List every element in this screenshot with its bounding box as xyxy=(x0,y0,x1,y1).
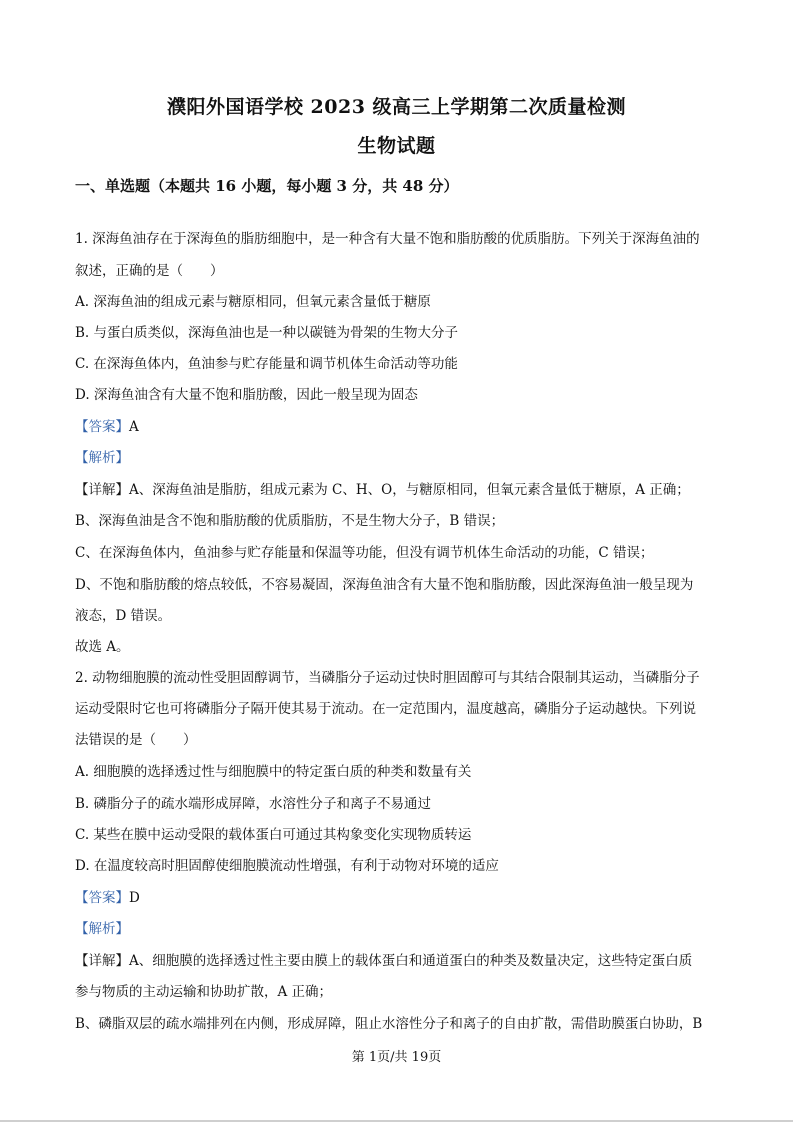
q2-detail-line-1 xyxy=(75,952,725,970)
q1-detail-line-3: C、在深海鱼体内，鱼油参与贮存能量和保温等功能，但没有调节机体生命活动的功能，C 错误； xyxy=(75,545,654,561)
detail-text: A、深海鱼油是脂肪，组成元素为 C、H、O，与糖原相同，但氧元素含量低于糖原，A 正确； xyxy=(129,482,690,498)
page-footer: 第 1页/共 19页 xyxy=(351,1050,442,1065)
detail-tag: 【详解】 xyxy=(75,953,129,969)
detail-text: A、细胞膜的选择透过性主要由膜上的载体蛋白和通道蛋白的种类及数量决定，这些特定蛋白质 xyxy=(129,953,693,969)
q2-option-d: D. 在温度较高时胆固醇使细胞膜流动性增强，有利于动物对环境的适应 xyxy=(75,858,499,874)
document-subtitle: 生物试题 xyxy=(357,135,436,157)
q2-detail-line-3: B、磷脂双层的疏水端排列在内侧，形成屏障，阻止水溶性分子和离子的自由扩散，需借助膜蛋白协助，B xyxy=(75,1016,703,1032)
analysis-tag: 【解析】 xyxy=(75,921,129,937)
q2-detail-line-2: 参与物质的主动运输和协助扩散，A 正确； xyxy=(75,984,333,1000)
q1-detail-line-5: 液态，D 错误。 xyxy=(75,608,172,624)
q1-option-c: C. 在深海鱼体内，鱼油参与贮存能量和调节机体生命活动等功能 xyxy=(75,356,458,372)
detail-tag: 【详解】 xyxy=(75,482,129,498)
q1-answer xyxy=(75,418,725,436)
q1-analysis-tag xyxy=(75,449,725,467)
q1-detail-line-4: D、不饱和脂肪酸的熔点较低，不容易凝固，深海鱼油含有大量不饱和脂肪酸，因此深海鱼油一般呈现为 xyxy=(75,577,694,593)
document-title: 濮阳外国语学校 2023 级高三上学期第二次质量检测 xyxy=(166,96,627,118)
section-heading: 一、单选题（本题共 16 小题，每小题 3 分，共 48 分） xyxy=(75,177,459,195)
q1-conclusion: 故选 A。 xyxy=(75,639,130,655)
q1-option-a: A. 深海鱼油的组成元素与糖原相同，但氧元素含量低于糖原 xyxy=(75,294,431,310)
q1-detail-line-2: B、深海鱼油是含不饱和脂肪酸的优质脂肪，不是生物大分子，B 错误； xyxy=(75,513,505,529)
answer-tag: 【答案】 xyxy=(75,419,129,435)
answer-tag: 【答案】 xyxy=(75,890,129,906)
q2-stem-line-3: 法错误的是（ ） xyxy=(75,732,197,748)
q2-stem-line-2: 运动受限时它也可将磷脂分子隔开使其易于流动。在一定范围内，温度越高，磷脂分子运动越快。下列说 xyxy=(75,701,696,717)
answer-value: D xyxy=(129,890,140,906)
q2-answer xyxy=(75,889,725,907)
analysis-tag: 【解析】 xyxy=(75,450,129,466)
q1-option-d: D. 深海鱼油含有大量不饱和脂肪酸，因此一般呈现为固态 xyxy=(75,387,418,403)
q2-option-c: C. 某些在膜中运动受限的载体蛋白可通过其构象变化实现物质转运 xyxy=(75,827,472,843)
q2-stem-line-1: 2. 动物细胞膜的流动性受胆固醇调节，当磷脂分子运动过快时胆固醇可与其结合限制其运动，当磷脂分子 xyxy=(75,670,700,686)
q1-stem-line-2: 叙述，正确的是（ ） xyxy=(75,263,224,279)
q2-analysis-tag xyxy=(75,920,725,938)
answer-value: A xyxy=(129,419,139,435)
q2-option-b: B. 磷脂分子的疏水端形成屏障，水溶性分子和离子不易通过 xyxy=(75,796,432,812)
q1-option-b: B. 与蛋白质类似，深海鱼油也是一种以碳链为骨架的生物大分子 xyxy=(75,325,459,341)
q1-stem-line-1: 1. 深海鱼油存在于深海鱼的脂肪细胞中，是一种含有大量不饱和脂肪酸的优质脂肪。下列关于深海鱼油的 xyxy=(75,231,700,247)
q2-option-a: A. 细胞膜的选择透过性与细胞膜中的特定蛋白质的种类和数量有关 xyxy=(75,764,472,780)
q1-detail-line-1 xyxy=(75,481,725,499)
